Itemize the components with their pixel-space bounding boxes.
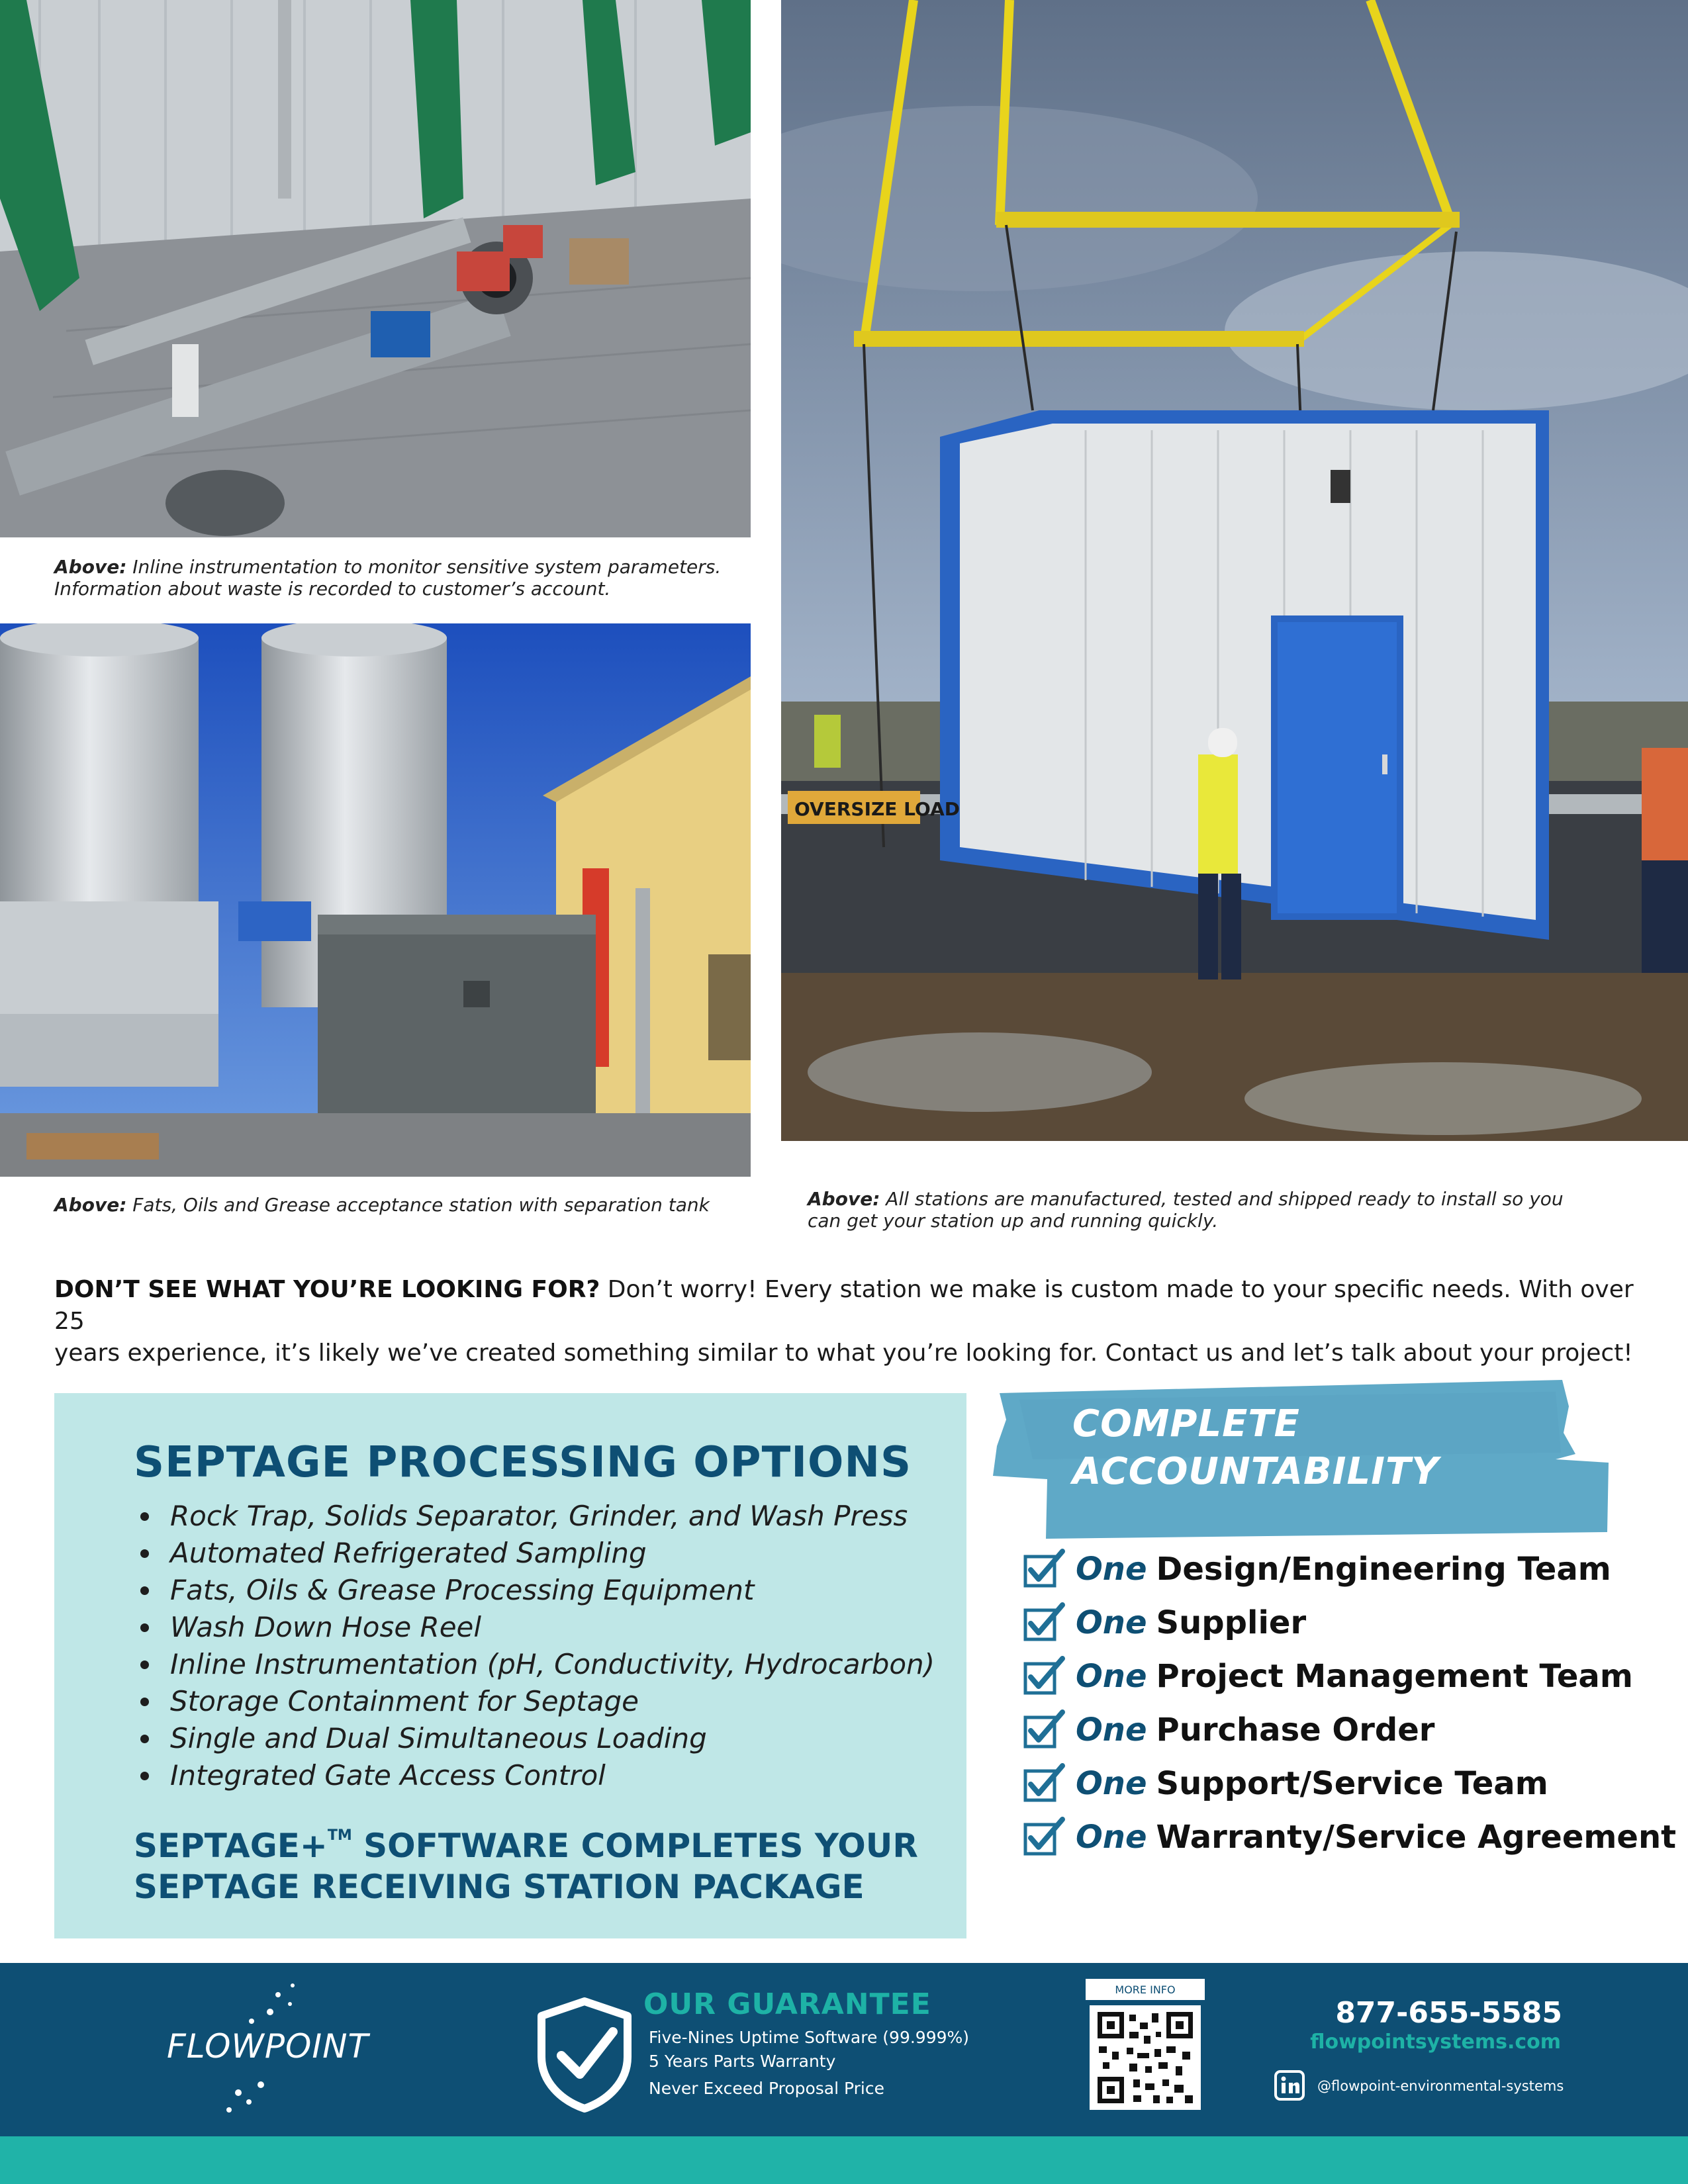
title-line: ACCOUNTABILITY	[1072, 1450, 1439, 1493]
checkbox-check-icon	[1023, 1656, 1066, 1697]
fog-station-photo	[0, 623, 751, 1177]
one-prefix: One	[1076, 1764, 1147, 1802]
checkbox-check-icon	[1023, 1549, 1066, 1590]
guarantee-item: Never Exceed Proposal Price	[649, 2079, 885, 2098]
list-item: Inline Instrumentation (pH, Conductivity, Hydrocarbon)	[140, 1646, 935, 1683]
options-list	[140, 1498, 935, 1794]
linkedin-icon[interactable]	[1274, 2070, 1305, 2101]
list-item	[1023, 1649, 1676, 1703]
flowpoint-logo: FLOWPOINT	[167, 2027, 369, 2066]
checkbox-check-icon	[1023, 1817, 1066, 1858]
one-prefix: One	[1076, 1604, 1147, 1641]
tagline-word: SEPTAGE+	[134, 1827, 328, 1865]
checkbox-check-icon	[1023, 1602, 1066, 1643]
guarantee-item: Five-Nines Uptime Software (99.999%)	[649, 2028, 970, 2047]
item-label: Support/Service Team	[1156, 1764, 1548, 1802]
tagline-text: SOFTWARE COMPLETES YOUR	[352, 1827, 918, 1865]
list-item	[1023, 1596, 1676, 1649]
qr-label: MORE INFO	[1086, 1979, 1205, 2001]
list-item	[1023, 1542, 1676, 1596]
inline-photo-caption	[54, 556, 721, 600]
guarantee-title: OUR GUARANTEE	[643, 1987, 931, 2021]
phone-number[interactable]: 877-655-5585	[1335, 1996, 1562, 2030]
accountability-title	[1072, 1400, 1439, 1496]
caption-text: All stations are manufactured, tested and shipped ready to install so you	[886, 1188, 1564, 1210]
shield-check-icon	[535, 1996, 634, 2113]
social-handle[interactable]: @flowpoint-environmental-systems	[1317, 2078, 1564, 2094]
caption-text: Inline instrumentation to monitor sensitive system parameters.	[132, 556, 722, 578]
caption-label: Above:	[54, 1194, 127, 1216]
checkbox-check-icon	[1023, 1709, 1066, 1751]
trademark-mark: TM	[327, 1827, 352, 1844]
inline-instrumentation-photo	[0, 0, 751, 537]
fog-photo-caption	[54, 1194, 710, 1216]
item-label: Warranty/Service Agreement	[1156, 1818, 1677, 1856]
more-info-qr[interactable]	[1086, 1979, 1205, 2111]
qr-code-icon[interactable]	[1090, 2005, 1201, 2110]
one-prefix: One	[1076, 1711, 1147, 1749]
guarantee-item: 5 Years Parts Warranty	[649, 2052, 836, 2071]
list-item: Integrated Gate Access Control	[140, 1757, 935, 1794]
intro-text: years experience, it’s likely we’ve created something similar to what you’re looking for. Contact us and let’s talk about your project!	[54, 1340, 1633, 1367]
list-item: Storage Containment for Septage	[140, 1683, 935, 1720]
list-item	[1023, 1810, 1676, 1864]
list-item: Single and Dual Simultaneous Loading	[140, 1720, 935, 1757]
intro-lead: DON’T SEE WHAT YOU’RE LOOKING FOR?	[54, 1276, 600, 1303]
tagline-text: SEPTAGE RECEIVING STATION PACKAGE	[134, 1868, 865, 1906]
item-label: Project Management Team	[1156, 1657, 1633, 1695]
one-prefix: One	[1076, 1818, 1147, 1856]
intro-text: Don’t worry! Every station we make is custom made to your specific needs. With over 25	[54, 1276, 1634, 1335]
one-prefix: One	[1076, 1657, 1147, 1695]
software-tagline	[134, 1815, 918, 1907]
item-label: Supplier	[1156, 1604, 1307, 1641]
accountability-list	[1023, 1542, 1676, 1864]
caption-label: Above:	[54, 556, 127, 578]
list-item	[1023, 1756, 1676, 1810]
list-item: Rock Trap, Solids Separator, Grinder, and Wash Press	[140, 1498, 935, 1535]
item-label: Purchase Order	[1156, 1711, 1435, 1749]
item-label: Design/Engineering Team	[1156, 1550, 1611, 1588]
footer-accent-strip	[0, 2136, 1688, 2184]
caption-text: Fats, Oils and Grease acceptance station with separation tank	[132, 1194, 710, 1216]
list-item: Wash Down Hose Reel	[140, 1609, 935, 1646]
checkbox-check-icon	[1023, 1763, 1066, 1804]
caption-text: Information about waste is recorded to customer’s account.	[54, 578, 611, 600]
station-lift-photo	[781, 0, 1688, 1141]
intro-paragraph	[54, 1274, 1643, 1369]
septage-options-panel	[54, 1393, 966, 1938]
list-item	[1023, 1703, 1676, 1756]
website-link[interactable]: flowpointsystems.com	[1310, 2030, 1561, 2054]
oversize-load-sign: OVERSIZE LOAD	[794, 798, 960, 820]
caption-label: Above:	[808, 1188, 880, 1210]
list-item: Fats, Oils & Grease Processing Equipment	[140, 1572, 935, 1609]
caption-text: can get your station up and running quickly.	[808, 1210, 1219, 1232]
one-prefix: One	[1076, 1550, 1147, 1588]
title-line: COMPLETE	[1072, 1402, 1300, 1445]
station-photo-caption	[808, 1188, 1564, 1232]
options-title: SEPTAGE PROCESSING OPTIONS	[134, 1438, 912, 1487]
list-item: Automated Refrigerated Sampling	[140, 1535, 935, 1572]
